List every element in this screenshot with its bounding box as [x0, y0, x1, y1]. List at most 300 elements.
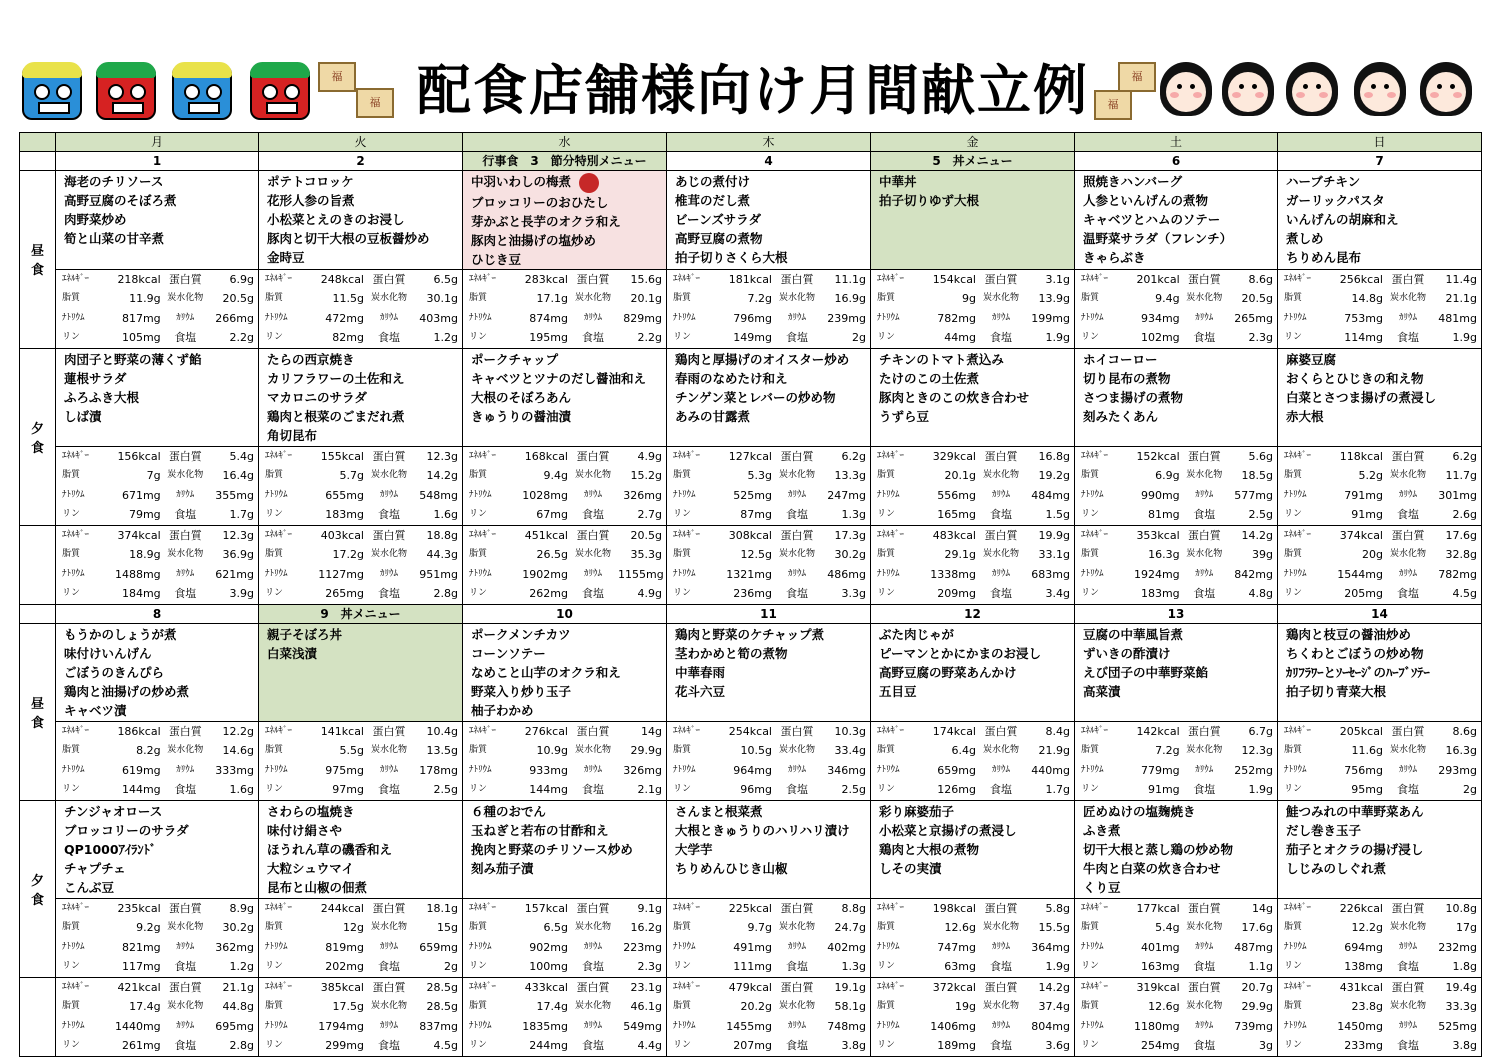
lunch-row — [20, 623, 1482, 721]
carb-value: 33.1g — [1038, 548, 1070, 561]
phosphorus-label: リン — [62, 332, 81, 342]
protein-label: 蛋白質 — [168, 724, 202, 738]
nutrition-row — [673, 1036, 866, 1056]
dish-item: 金時豆 — [267, 250, 305, 265]
energy-label: ｴﾈﾙｷﾞｰ — [469, 529, 497, 540]
carb-value: 21.1g — [1445, 292, 1477, 305]
phosphorus-label: リン — [673, 332, 692, 342]
carb-value: 16.9g — [834, 292, 866, 305]
fat-label: 脂質 — [1081, 745, 1100, 755]
dish-item: しじみのしぐれ煮 — [1286, 860, 1387, 876]
sodium-label: ﾅﾄﾘｳﾑ — [62, 312, 85, 323]
nutrition-cell — [871, 977, 1075, 1056]
carb-label: 炭水化物 — [1389, 922, 1426, 932]
date-cell: 4 — [667, 152, 871, 171]
phosphorus-label: リン — [62, 784, 81, 794]
carb-value: 12.3g — [1241, 744, 1273, 757]
dish-item: きゅうりの醤油漬 — [471, 408, 572, 424]
salt-label: 食塩 — [1193, 1039, 1216, 1052]
sodium-value: 902mg — [529, 940, 568, 954]
fat-label: 脂質 — [877, 549, 896, 559]
dish-item: チャプチェ — [64, 860, 126, 876]
nutrition-row — [877, 545, 1070, 565]
potassium-value: 484mg — [1031, 488, 1070, 502]
potassium-label: ｶﾘｳﾑ — [991, 764, 1010, 775]
lunch-nutrition-row — [20, 721, 1482, 800]
salt-value: 1.1g — [1248, 960, 1273, 973]
dish-item: チンジャオロース — [64, 803, 163, 819]
nutrition-row — [62, 545, 254, 565]
energy-label: ｴﾈﾙｷﾞｰ — [1081, 273, 1109, 284]
masu-box-icon: 福 — [1118, 62, 1156, 92]
nutrition-cell — [259, 977, 463, 1056]
phosphorus-label: リン — [1081, 509, 1100, 519]
nutrition-row — [1081, 957, 1273, 977]
sodium-label: ﾅﾄﾘｳﾑ — [469, 489, 492, 500]
dish-item: 麻婆豆腐 — [1286, 351, 1337, 367]
phosphorus-value: 96mg — [740, 783, 772, 796]
protein-label: 蛋白質 — [1187, 449, 1221, 463]
protein-value: 14g — [641, 724, 662, 738]
protein-label: 蛋白質 — [780, 528, 814, 542]
energy-value: 118kcal — [1339, 449, 1383, 463]
salt-label: 食塩 — [378, 1039, 400, 1052]
potassium-label: ｶﾘｳﾑ — [1398, 312, 1417, 323]
nutrition-row — [877, 526, 1070, 546]
sodium-value: 791mg — [1344, 488, 1383, 502]
carb-label: 炭水化物 — [574, 745, 611, 755]
dish-item: ６種のおでん — [471, 803, 546, 819]
carb-label: 炭水化物 — [982, 1001, 1019, 1011]
energy-label: ｴﾈﾙｷﾞｰ — [265, 981, 293, 992]
nutrition-row — [62, 722, 254, 742]
carb-value: 14.6g — [222, 744, 254, 757]
carb-label: 炭水化物 — [574, 470, 611, 480]
salt-value: 3g — [1258, 1039, 1273, 1052]
fat-label: 脂質 — [469, 745, 488, 755]
menu-cell — [871, 800, 1075, 898]
phosphorus-label: リン — [1081, 1040, 1100, 1050]
nutrition-row — [62, 1017, 254, 1037]
dish-item: 筍と山菜の甘辛煮 — [64, 231, 165, 246]
sodium-value: 472mg — [325, 311, 364, 325]
energy-value: 201kcal — [1136, 272, 1180, 286]
red-oni-icon — [96, 64, 156, 120]
potassium-label: ｶﾘｳﾑ — [1195, 1020, 1214, 1031]
potassium-value: 232mg — [1438, 940, 1477, 954]
protein-value: 11.1g — [834, 272, 866, 286]
carb-label: 炭水化物 — [370, 470, 407, 480]
protein-label: 蛋白質 — [1391, 272, 1425, 286]
nutrition-row — [469, 780, 662, 800]
potassium-value: 266mg — [215, 311, 254, 325]
menu-cell — [463, 348, 667, 446]
energy-value: 244kcal — [320, 901, 364, 915]
energy-label: ｴﾈﾙｷﾞｰ — [62, 902, 90, 913]
energy-value: 254kcal — [728, 724, 772, 738]
nutrition-row — [1284, 957, 1477, 977]
phosphorus-value: 233mg — [1344, 1039, 1383, 1052]
dish-item: ポテトコロッケ — [267, 174, 354, 189]
sodium-label: ﾅﾄﾘｳﾑ — [265, 764, 288, 775]
fat-value: 9.4g — [543, 469, 568, 482]
sodium-label: ﾅﾄﾘｳﾑ — [1081, 568, 1104, 579]
dish-item: 角切昆布 — [267, 427, 318, 443]
nutrition-row — [1081, 526, 1273, 546]
total-label — [20, 525, 56, 604]
menu-cell — [56, 348, 259, 446]
potassium-value: 577mg — [1234, 488, 1273, 502]
sodium-label: ﾅﾄﾘｳﾑ — [673, 312, 696, 323]
menu-cell — [463, 171, 667, 270]
nutrition-row — [673, 722, 866, 742]
energy-label: ｴﾈﾙｷﾞｰ — [1284, 902, 1312, 913]
dish-item: ちくわとごぼうの炒め物 — [1286, 645, 1424, 661]
nutrition-row — [877, 978, 1070, 998]
potassium-label: ｶﾘｳﾑ — [1398, 1020, 1417, 1031]
nutrition-cell — [56, 977, 259, 1056]
sodium-value: 1338mg — [930, 567, 976, 581]
sodium-value: 1180mg — [1133, 1019, 1180, 1033]
protein-value: 28.5g — [426, 980, 458, 994]
phosphorus-label: リン — [877, 1040, 896, 1050]
fat-value: 20.2g — [740, 1000, 772, 1013]
protein-label: 蛋白質 — [576, 724, 610, 738]
nutrition-row — [1081, 997, 1273, 1017]
protein-value: 6.5g — [433, 272, 458, 286]
sodium-label: ﾅﾄﾘｳﾑ — [469, 568, 492, 579]
nutrition-row — [62, 899, 254, 919]
phosphorus-value: 144mg — [529, 783, 568, 796]
date-corner — [20, 604, 56, 623]
fat-label: 脂質 — [265, 470, 284, 480]
nutrition-row — [62, 565, 254, 585]
protein-value: 18.1g — [426, 901, 458, 915]
energy-label: ｴﾈﾙｷﾞｰ — [673, 902, 701, 913]
protein-label: 蛋白質 — [1187, 980, 1221, 994]
nutrition-cell — [1075, 898, 1278, 977]
dish-item: ひじき豆 — [471, 251, 522, 267]
fat-label: 脂質 — [265, 1001, 284, 1011]
dish-item: ブロッコリーのサラダ — [64, 822, 189, 838]
dinner-row — [20, 348, 1482, 446]
phosphorus-label: リン — [62, 509, 81, 519]
potassium-label: ｶﾘｳﾑ — [583, 312, 602, 323]
menu-cell — [56, 171, 259, 270]
blue-oni-icon — [172, 64, 232, 120]
carb-value: 44.3g — [426, 548, 458, 561]
day-header: 月 — [56, 133, 259, 152]
nutrition-cell — [56, 898, 259, 977]
salt-label: 食塩 — [786, 508, 808, 521]
carb-value: 29.9g — [1241, 1000, 1273, 1013]
day-header: 水 — [463, 133, 667, 152]
potassium-value: 487mg — [1234, 940, 1273, 954]
dish-item: 味付けいんげん — [64, 645, 152, 661]
nutrition-row — [1081, 309, 1273, 329]
phosphorus-label: リン — [1284, 1040, 1303, 1050]
dish-item: 椎茸のだし煮 — [675, 193, 751, 208]
potassium-label: ｶﾘｳﾑ — [991, 489, 1010, 500]
salt-value: 2.5g — [1248, 508, 1273, 521]
fat-value: 7g — [146, 469, 161, 482]
nutrition-row — [877, 780, 1070, 800]
nutrition-row — [1081, 899, 1273, 919]
meal-label: 昼 食 — [20, 623, 56, 800]
protein-label: 蛋白質 — [1187, 724, 1221, 738]
protein-value: 4.9g — [637, 449, 662, 463]
sodium-label: ﾅﾄﾘｳﾑ — [1284, 764, 1307, 775]
fat-value: 26.5g — [536, 548, 568, 561]
fat-label: 脂質 — [62, 293, 81, 303]
energy-value: 154kcal — [932, 272, 976, 286]
dish-item: こんぶ豆 — [64, 879, 115, 895]
carb-label: 炭水化物 — [778, 293, 815, 303]
salt-value: 3.9g — [229, 587, 254, 600]
salt-label: 食塩 — [1193, 508, 1216, 521]
carb-value: 30.2g — [222, 921, 254, 934]
nutrition-row — [1081, 1017, 1273, 1037]
potassium-label: ｶﾘｳﾑ — [991, 941, 1010, 952]
potassium-label: ｶﾘｳﾑ — [1195, 941, 1214, 952]
dish-item: カリフラワーの土佐和え — [267, 370, 405, 386]
energy-value: 479kcal — [728, 980, 772, 994]
phosphorus-label: リン — [877, 961, 896, 971]
salt-value: 2.2g — [637, 331, 662, 344]
phosphorus-value: 67mg — [536, 508, 568, 521]
nutrition-row — [1284, 938, 1477, 958]
phosphorus-value: 91mg — [1147, 783, 1180, 796]
fat-value: 12.6g — [1148, 1000, 1180, 1013]
protein-value: 20.5g — [630, 528, 662, 542]
potassium-label: ｶﾘｳﾑ — [176, 764, 195, 775]
fat-value: 9.4g — [1155, 292, 1180, 305]
nutrition-cell — [56, 721, 259, 800]
fat-value: 17.4g — [129, 1000, 161, 1013]
energy-value: 186kcal — [117, 724, 161, 738]
carb-label: 炭水化物 — [167, 470, 204, 480]
carb-value: 16.3g — [1445, 744, 1477, 757]
protein-value: 8.9g — [229, 901, 254, 915]
salt-label: 食塩 — [378, 508, 400, 521]
phosphorus-label: リン — [673, 509, 692, 519]
potassium-value: 837mg — [419, 1019, 458, 1033]
protein-label: 蛋白質 — [372, 272, 406, 286]
carb-label: 炭水化物 — [778, 745, 815, 755]
energy-value: 353kcal — [1136, 528, 1180, 542]
otafuku-face-icon — [1160, 62, 1212, 116]
sodium-label: ﾅﾄﾘｳﾑ — [265, 312, 288, 323]
dish-item: 豚肉と油揚げの塩炒め — [471, 232, 597, 248]
fat-value: 7.2g — [1155, 744, 1180, 757]
dish-item: 温野菜サラダ（フレンチ） — [1083, 231, 1233, 246]
phosphorus-label: リン — [469, 588, 488, 598]
salt-value: 1.3g — [841, 508, 866, 521]
energy-label: ｴﾈﾙｷﾞｰ — [469, 273, 497, 284]
nutrition-row — [469, 761, 662, 781]
energy-value: 226kcal — [1339, 901, 1383, 915]
sodium-value: 1406mg — [930, 1019, 976, 1033]
phosphorus-label: リン — [469, 509, 488, 519]
phosphorus-label: リン — [1081, 961, 1100, 971]
dish-item: 鶏肉と根菜のごまだれ煮 — [267, 408, 405, 424]
otafuku-face-icon — [1420, 62, 1472, 116]
carb-label: 炭水化物 — [1186, 470, 1223, 480]
sodium-label: ﾅﾄﾘｳﾑ — [1284, 1020, 1307, 1031]
salt-value: 4.8g — [1248, 587, 1273, 600]
nutrition-row — [673, 526, 866, 546]
protein-label: 蛋白質 — [1391, 980, 1425, 994]
fat-value: 10.5g — [740, 744, 772, 757]
sodium-label: ﾅﾄﾘｳﾑ — [1081, 1020, 1104, 1031]
meal-label: 夕 食 — [20, 800, 56, 977]
nutrition-row — [265, 780, 458, 800]
potassium-label: ｶﾘｳﾑ — [787, 941, 806, 952]
fat-value: 5.7g — [339, 469, 364, 482]
potassium-label: ｶﾘｳﾑ — [1398, 941, 1417, 952]
dish-item: 昆布と山椒の佃煮 — [267, 879, 368, 895]
energy-value: 168kcal — [524, 449, 568, 463]
nutrition-row — [469, 486, 662, 506]
salt-value: 3.8g — [1452, 1039, 1477, 1052]
phosphorus-value: 184mg — [121, 587, 161, 600]
nutrition-row — [265, 289, 458, 309]
energy-value: 372kcal — [932, 980, 976, 994]
energy-label: ｴﾈﾙｷﾞｰ — [62, 529, 90, 540]
salt-label: 食塩 — [582, 331, 604, 344]
salt-label: 食塩 — [786, 331, 808, 344]
potassium-label: ｶﾘｳﾑ — [176, 312, 195, 323]
potassium-label: ｶﾘｳﾑ — [583, 1020, 602, 1031]
day-header-row — [20, 133, 1482, 152]
nutrition-row — [673, 584, 866, 604]
nutrition-cell — [1075, 721, 1278, 800]
protein-value: 16.8g — [1038, 449, 1070, 463]
meal-label: 夕 食 — [20, 348, 56, 525]
fat-label: 脂質 — [877, 470, 896, 480]
carb-label: 炭水化物 — [982, 745, 1019, 755]
protein-value: 14.2g — [1241, 528, 1273, 542]
potassium-label: ｶﾘｳﾑ — [379, 941, 398, 952]
dish-item: しば漬 — [64, 408, 102, 424]
sodium-label: ﾅﾄﾘｳﾑ — [469, 312, 492, 323]
sodium-value: 819mg — [325, 940, 364, 954]
salt-label: 食塩 — [1397, 508, 1419, 521]
potassium-label: ｶﾘｳﾑ — [1398, 489, 1417, 500]
corner-cell — [20, 133, 56, 152]
phosphorus-label: リン — [469, 332, 488, 342]
salt-value: 1.5g — [1045, 508, 1070, 521]
dish-item: 小松菜と京揚げの煮浸し — [879, 822, 1017, 838]
nutrition-cell — [259, 721, 463, 800]
potassium-label: ｶﾘｳﾑ — [1398, 764, 1417, 775]
energy-label: ｴﾈﾙｷﾞｰ — [265, 529, 293, 540]
dish-item: チンゲン菜とレバーの炒め物 — [675, 389, 836, 405]
salt-label: 食塩 — [174, 331, 197, 344]
nutrition-row — [673, 309, 866, 329]
protein-label: 蛋白質 — [984, 528, 1018, 542]
nutrition-row — [1081, 722, 1273, 742]
carb-label: 炭水化物 — [1389, 1001, 1426, 1011]
energy-label: ｴﾈﾙｷﾞｰ — [877, 273, 905, 284]
carb-value: 30.2g — [834, 548, 866, 561]
nutrition-row — [877, 289, 1070, 309]
nutrition-row — [1284, 328, 1477, 348]
nutrition-row — [877, 957, 1070, 977]
dish-item: たらの西京焼き — [267, 351, 355, 367]
dish-item: 茄子とオクラの揚げ浸し — [1286, 841, 1424, 857]
sodium-value: 1902mg — [522, 567, 568, 581]
dish-item: 五目豆 — [879, 683, 917, 699]
phosphorus-value: 91mg — [1351, 508, 1383, 521]
fat-label: 脂質 — [469, 549, 488, 559]
carb-label: 炭水化物 — [167, 1001, 204, 1011]
nutrition-cell — [667, 269, 871, 348]
salt-value: 3.4g — [1045, 587, 1070, 600]
menu-cell — [871, 348, 1075, 446]
otafuku-face-icon — [1354, 62, 1406, 116]
phosphorus-label: リン — [265, 588, 284, 598]
nutrition-row — [673, 328, 866, 348]
dish-item: チキンのトマト煮込み — [879, 351, 1004, 367]
fat-label: 脂質 — [673, 745, 692, 755]
phosphorus-label: リン — [265, 961, 284, 971]
nutrition-row — [265, 1017, 458, 1037]
sodium-label: ﾅﾄﾘｳﾑ — [877, 941, 900, 952]
protein-value: 6.2g — [1452, 449, 1477, 463]
salt-value: 2.7g — [637, 508, 662, 521]
energy-value: 276kcal — [524, 724, 568, 738]
sodium-label: ﾅﾄﾘｳﾑ — [265, 1020, 288, 1031]
nutrition-row — [673, 899, 866, 919]
nutrition-cell — [259, 269, 463, 348]
nutrition-row — [673, 270, 866, 290]
nutrition-row — [673, 486, 866, 506]
potassium-label: ｶﾘｳﾑ — [1398, 568, 1417, 579]
energy-label: ｴﾈﾙｷﾞｰ — [1284, 273, 1312, 284]
salt-value: 1.8g — [1452, 960, 1477, 973]
sodium-value: 1321mg — [726, 567, 772, 581]
nutrition-row — [1081, 447, 1273, 467]
salt-label: 食塩 — [1397, 783, 1419, 796]
sodium-label: ﾅﾄﾘｳﾑ — [1081, 764, 1104, 775]
phosphorus-value: 195mg — [529, 331, 568, 344]
carb-label: 炭水化物 — [1186, 922, 1223, 932]
menu-cell — [1278, 171, 1482, 270]
nutrition-row — [1284, 722, 1477, 742]
fat-value: 19g — [955, 1000, 976, 1013]
energy-label: ｴﾈﾙｷﾞｰ — [1284, 725, 1312, 736]
fat-label: 脂質 — [1284, 470, 1303, 480]
dish-item: 白菜浅漬 — [267, 645, 318, 661]
protein-label: 蛋白質 — [984, 980, 1018, 994]
phosphorus-value: 100mg — [529, 960, 568, 973]
nutrition-row — [62, 328, 254, 348]
fat-value: 9.2g — [136, 921, 161, 934]
date-cell: 10 — [463, 604, 667, 623]
nutrition-row — [1284, 466, 1477, 486]
salt-value: 1.6g — [433, 508, 458, 521]
fat-label: 脂質 — [62, 549, 81, 559]
nutrition-row — [265, 761, 458, 781]
nutrition-row — [62, 270, 254, 290]
dish-item: 高野豆腐のそぼろ煮 — [64, 193, 177, 208]
fat-label: 脂質 — [469, 293, 488, 303]
sodium-label: ﾅﾄﾘｳﾑ — [877, 312, 900, 323]
nutrition-row — [673, 938, 866, 958]
potassium-value: 804mg — [1031, 1019, 1070, 1033]
protein-value: 10.4g — [426, 724, 458, 738]
